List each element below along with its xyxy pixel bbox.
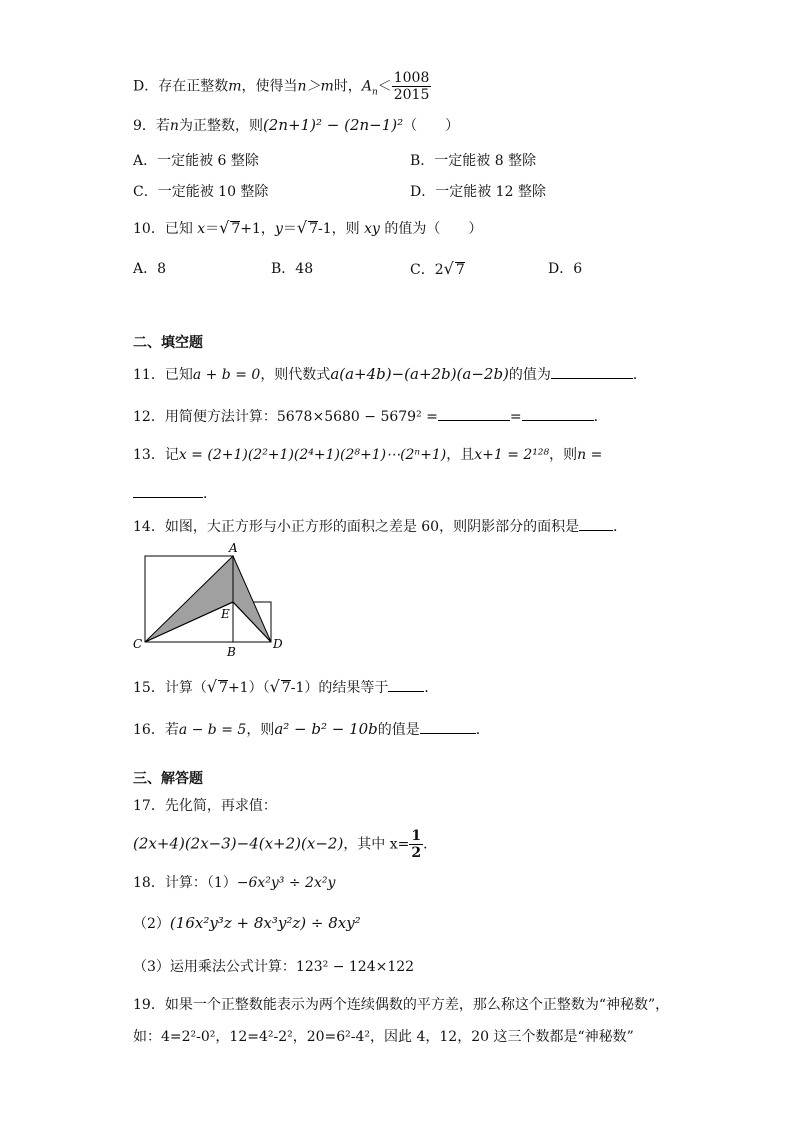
math-expr: 5678×5680 − 5679² = — [276, 409, 438, 425]
q11 — [133, 364, 647, 384]
text: D．存在正整数 — [133, 78, 229, 95]
text: 16．若 — [133, 722, 179, 738]
squares-diagram — [131, 540, 291, 660]
q9-option-c: C．一定能被 10 整除 — [133, 184, 269, 200]
text: ＝ — [282, 221, 297, 237]
text: ，其中 x= — [343, 836, 410, 853]
text: （2） — [133, 916, 170, 932]
text: 的值为（ ） — [379, 221, 483, 237]
answer-blank[interactable] — [522, 406, 594, 421]
sqrt-icon: √ — [296, 218, 308, 237]
text: 9．若 — [133, 118, 170, 134]
denominator: 2 — [411, 845, 422, 861]
fraction — [409, 828, 423, 861]
math-var: xy — [364, 221, 380, 237]
text: ，使得当 — [241, 78, 298, 95]
math-expr: (2n+1)² − (2n−1)² — [262, 116, 404, 134]
label-d: D — [273, 637, 283, 651]
text: 18．计算：（1） — [133, 875, 237, 891]
q9-option-a: A．一定能被 6 整除 — [133, 153, 259, 169]
text: 13．记 — [133, 447, 179, 463]
text: 的值是 — [377, 722, 420, 738]
math-expr: a + b = 0 — [192, 367, 261, 383]
text: 11．已知 — [133, 367, 193, 383]
label-b: B — [227, 645, 236, 659]
text: ，且 — [446, 447, 475, 463]
q10-stem — [133, 219, 482, 238]
math-var: x — [197, 221, 206, 237]
fraction — [392, 70, 432, 103]
math-var: y — [274, 221, 283, 237]
math-expr: a(a+4b)−(a+2b)(a−2b) — [330, 365, 509, 383]
q18-part3 — [133, 958, 414, 976]
sqrt-icon: √ — [219, 218, 230, 237]
text: ． — [423, 836, 438, 853]
answer-paren: （ ） — [403, 118, 460, 134]
q10-option-c — [410, 260, 465, 279]
math-expr: x = (2+1)(2²+1)(2⁴+1)(2⁸+1)⋯(2ⁿ+1) — [178, 447, 447, 463]
q10-option-d: D．6 — [548, 261, 583, 277]
q18-part2 — [133, 914, 361, 933]
answer-blank[interactable] — [579, 516, 613, 531]
math-expr: n＞m — [297, 78, 334, 95]
math-expr: a² − b² − 10b — [274, 720, 378, 738]
q19-line1: 19．如果一个正整数能表示为两个连续偶数的平方差，那么称这个正整数为“神秘数”， — [133, 997, 670, 1013]
q10-option-a: A．8 — [133, 261, 167, 277]
answer-blank[interactable] — [551, 364, 633, 379]
numerator: 1008 — [393, 70, 430, 86]
text: 时， — [333, 78, 362, 95]
q13 — [133, 446, 602, 464]
answer-blank[interactable] — [420, 719, 476, 734]
radicand: 7 — [219, 680, 228, 696]
q12 — [133, 406, 608, 426]
radicand: 7 — [455, 262, 465, 278]
text: = — [509, 409, 522, 425]
math-var: n — [169, 118, 179, 134]
q10-option-b: B．48 — [271, 261, 314, 277]
text: ． — [424, 680, 439, 696]
math-sub: n — [371, 87, 378, 98]
denominator: 2015 — [393, 87, 430, 103]
sqrt-icon: √ — [269, 677, 280, 696]
shaded-triangle-1 — [145, 556, 233, 642]
label-c: C — [133, 637, 143, 651]
text: 15．计算（ — [133, 680, 207, 696]
shaded-triangle-2 — [233, 556, 271, 642]
text: 14．如图，大正方形与小正方形的面积之差是 60，则阴影部分的面积是 — [133, 519, 580, 535]
text: -1，则 — [317, 221, 365, 237]
text: ，则代数式 — [260, 367, 331, 383]
math-expr: a − b = 5 — [178, 722, 247, 738]
q19-line2: 如：4=2²-0²，12=4²-2²，20=6²-4²，因此 4，12，20 这三个数都是“神秘数” — [133, 1029, 634, 1045]
label-e: E — [221, 607, 230, 621]
math-expr: x+1 = 2¹²⁸ — [474, 447, 550, 463]
text: -1）的结果等于 — [290, 680, 389, 696]
radicand: 7 — [309, 221, 318, 237]
text: +1）（ — [227, 680, 270, 696]
math-var: m — [228, 78, 242, 95]
q15 — [133, 677, 438, 697]
q9-stem — [133, 116, 459, 135]
q14 — [133, 516, 627, 536]
text: ． — [632, 367, 647, 383]
text: ＜ — [377, 78, 392, 95]
text: ． — [475, 722, 490, 738]
answer-blank[interactable] — [438, 406, 510, 421]
section-title: 二、填空题 — [133, 335, 203, 351]
text: 为正整数，则 — [178, 118, 263, 134]
section-title: 三、解答题 — [133, 771, 203, 787]
q17-expr — [133, 828, 437, 861]
geometry-figure — [131, 540, 291, 664]
q17-title: 17．先化简，再求值： — [133, 798, 277, 814]
sqrt-icon: √ — [443, 259, 454, 278]
math-expr: n = — [577, 447, 603, 463]
radicand: 7 — [281, 680, 291, 696]
answer-blank[interactable] — [388, 677, 424, 692]
math-expr: (16x²y³z + 8x³y²z) ÷ 8xy² — [169, 914, 361, 932]
numerator: 1 — [411, 828, 422, 844]
q9-option-d: D．一定能被 12 整除 — [410, 184, 546, 200]
text: （3）运用乘法公式计算： — [133, 959, 296, 975]
text: ，则 — [246, 722, 275, 738]
math-var: A — [361, 78, 372, 95]
math-expr: −6x²y³ ÷ 2x²y — [236, 875, 336, 891]
q9-option-b: B．一定能被 8 整除 — [410, 153, 537, 169]
q13-answer-line — [133, 483, 217, 503]
answer-blank[interactable] — [133, 483, 203, 498]
text: 12．用简便方法计算： — [133, 409, 277, 425]
text: ． — [593, 409, 608, 425]
text: 10．已知 — [133, 221, 198, 237]
text: 的值为 — [508, 367, 551, 383]
text: ． — [613, 519, 628, 535]
text: ． — [203, 486, 217, 502]
sqrt-icon: √ — [206, 677, 218, 696]
text: ，则 — [549, 447, 578, 463]
label-a: A — [229, 541, 238, 555]
text: +1， — [240, 221, 275, 237]
q8-option-d — [133, 70, 431, 103]
math-expr: (2x+4)(2x−3)−4(x+2)(x−2) — [133, 834, 344, 853]
text: ＝ — [205, 221, 220, 237]
q18-part1 — [133, 874, 335, 892]
radicand: 7 — [231, 221, 241, 237]
math-expr: 123² − 124×122 — [295, 959, 415, 975]
text: C．2 — [410, 262, 444, 278]
q16 — [133, 719, 490, 739]
